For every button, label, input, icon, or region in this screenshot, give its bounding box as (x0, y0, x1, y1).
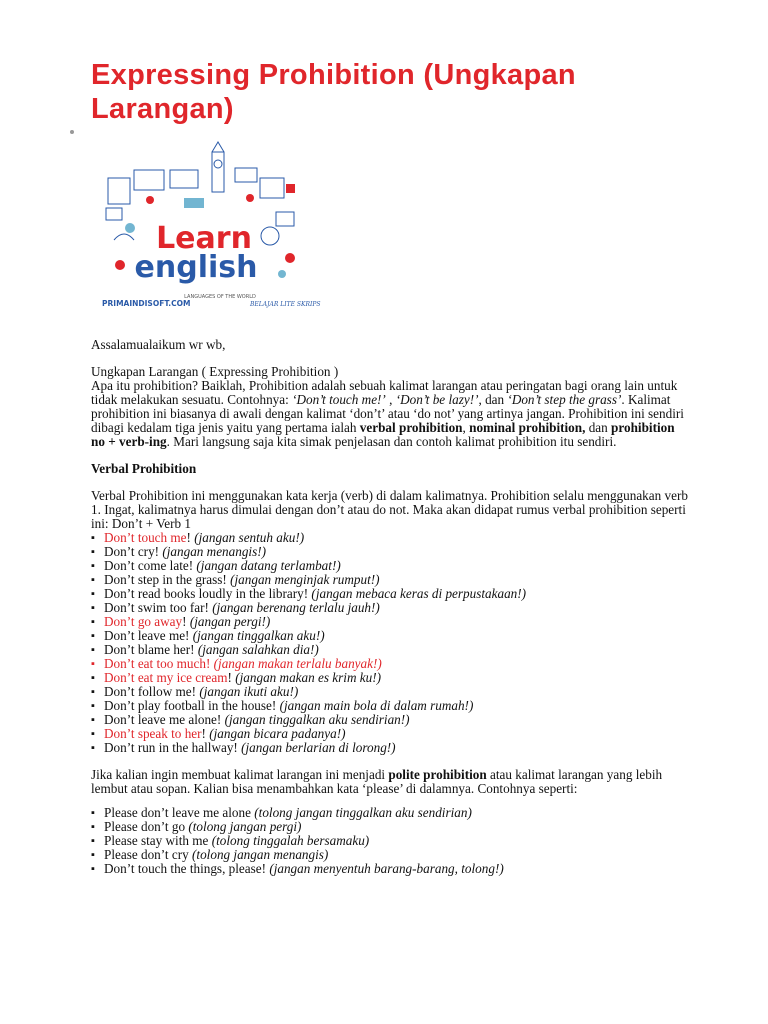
article-body (91, 338, 691, 876)
subcaption-text: LANGUAGES OF THE WORLD (184, 294, 256, 300)
list-item: ▪ Don’t go away! (jangan pergi!) (91, 615, 691, 629)
english-text: english (134, 250, 258, 285)
page-title: Expressing Prohibition (Ungkapan Larangan) (91, 59, 576, 125)
list-item: ▪ Please don’t leave me alone (tolong jangan tinggalkan aku sendirian) (91, 806, 691, 820)
learn-english-image (100, 140, 321, 312)
bullet-dot (70, 130, 74, 134)
list-item: ▪ Don’t leave me alone! (jangan tinggalkan aku sendirian!) (91, 713, 691, 727)
signature-text: BELAJAR LITE SKRIPS (250, 301, 321, 308)
list-item: ▪ Don’t read books loudly in the library! (jangan mebaca keras di perpustakaan!) (91, 587, 691, 601)
verbal-heading: Verbal Prohibition (91, 461, 197, 476)
intro-heading-line: Ungkapan Larangan ( Expressing Prohibition ) (91, 364, 339, 379)
intro-paragraph: Apa itu prohibition? Baiklah, Prohibition adalah sebuah kalimat larangan atau peringatan bagi orang lain untuk tidak melakukan sesuatu. Contohnya: ‘Don’t touch me!’ , ‘Don’t be lazy!’, dan ‘Don’t step the grass’. Kalimat prohibition ini biasanya di awali dengan kalimat ‘don’t’ atau ‘do not’ yang artinya jangan. Prohibition ini sendiri dibagi kedalam tiga jenis yaitu yang pertama ialah verbal prohibition, nominal prohibition, dan prohibition no + verb-ing. Mari langsung saja kita simak penjelasan dan contoh kalimat prohibition itu sendiri. (91, 378, 684, 449)
list-item: ▪ Don’t cry! (jangan menangis!) (91, 545, 691, 559)
list-item: ▪ Don’t come late! (jangan datang terlambat!) (91, 559, 691, 573)
list-item: ▪ Don’t blame her! (jangan salahkan dia!) (91, 643, 691, 657)
polite-examples-list (91, 806, 691, 876)
list-item: ▪ Don’t speak to her! (jangan bicara padanya!) (91, 727, 691, 741)
source-text: PRIMAINDISOFT.COM (102, 299, 191, 308)
list-item: ▪ Don’t run in the hallway! (jangan berlarian di lorong!) (91, 741, 691, 755)
list-item: ▪ Don’t step in the grass! (jangan menginjak rumput!) (91, 573, 691, 587)
list-item: ▪ Please don’t go (tolong jangan pergi) (91, 820, 691, 834)
greeting: Assalamualaikum wr wb, (91, 337, 226, 352)
learn-text: Learn (156, 221, 252, 256)
verbal-examples-list (91, 531, 691, 755)
list-item: ▪ Don’t touch me! (jangan sentuh aku!) (91, 531, 691, 545)
list-item: ▪ Don’t play football in the house! (jangan main bola di dalam rumah!) (91, 699, 691, 713)
list-item: ▪ Don’t eat too much! (jangan makan terlalu banyak!) (91, 657, 691, 671)
list-item: ▪ Please stay with me (tolong tinggalah bersamaku) (91, 834, 691, 848)
list-item: ▪ Don’t swim too far! (jangan berenang terlalu jauh!) (91, 601, 691, 615)
list-item: ▪ Don’t eat my ice cream! (jangan makan es krim ku!) (91, 671, 691, 685)
verbal-description: Verbal Prohibition ini menggunakan kata kerja (verb) di dalam kalimatnya. Prohibition selalu menggunakan verb 1. Ingat, kalimatnya harus dimulai dengan don’t atau do not. Maka akan didapat rumus verbal prohibition seperti ini: Don’t + Verb 1 (91, 488, 688, 531)
list-item: ▪ Don’t touch the things, please! (jangan menyentuh barang-barang, tolong!) (91, 862, 691, 876)
polite-paragraph: Jika kalian ingin membuat kalimat larangan ini menjadi polite prohibition atau kalimat larangan yang lebih lembut atau sopan. Kalian bisa menambahkan kata ‘please’ di dalamnya. Contohnya seperti: (91, 767, 663, 796)
list-item: ▪ Don’t leave me! (jangan tinggalkan aku!) (91, 629, 691, 643)
list-item: ▪ Don’t follow me! (jangan ikuti aku!) (91, 685, 691, 699)
list-item: ▪ Please don’t cry (tolong jangan menangis) (91, 848, 691, 862)
